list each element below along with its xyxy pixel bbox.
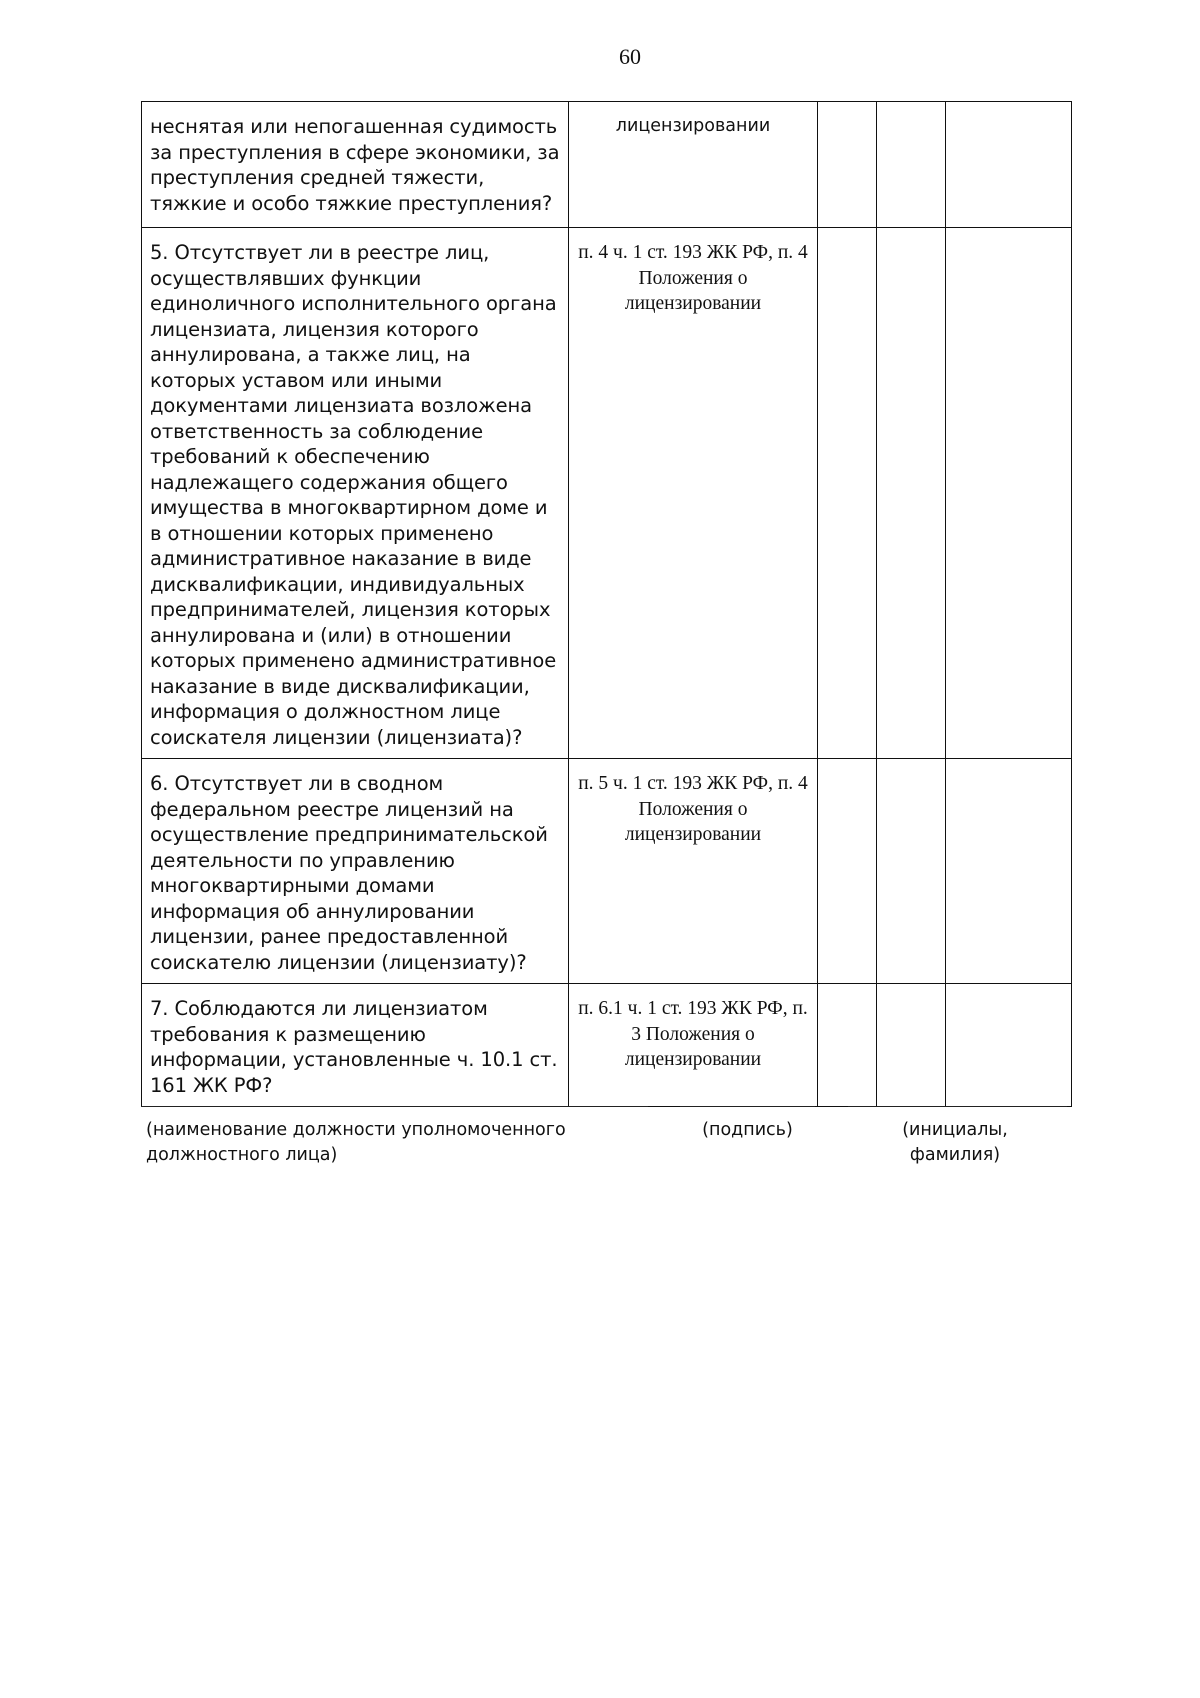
answer-yes-cell[interactable] bbox=[818, 759, 877, 984]
position-signature-line bbox=[141, 1106, 648, 1107]
name-signature-line bbox=[848, 1106, 1067, 1107]
position-label: (наименование должности уполномоченного должностного лица) bbox=[146, 1120, 566, 1165]
reference-cell: п. 5 ч. 1 ст. 193 ЖК РФ, п. 4 Положения о лицензировании bbox=[569, 759, 818, 984]
answer-no-cell[interactable] bbox=[877, 759, 946, 984]
name-label: (инициалы, фамилия) bbox=[902, 1120, 1008, 1165]
checklist-table bbox=[141, 101, 1072, 1107]
table-row bbox=[142, 102, 1072, 228]
reference-cell: п. 6.1 ч. 1 ст. 193 ЖК РФ, п. 3 Положения о лицензировании bbox=[569, 984, 818, 1107]
answer-yes-cell[interactable] bbox=[818, 984, 877, 1107]
note-cell[interactable] bbox=[946, 228, 1072, 759]
table-row bbox=[142, 984, 1072, 1107]
reference-cell: лицензировании bbox=[569, 102, 818, 228]
table-row bbox=[142, 759, 1072, 984]
signature-line bbox=[680, 1106, 815, 1107]
question-cell: 5. Отсутствует ли в реестре лиц, осуществлявших функции единоличного исполнительного органа лицензиата, лицензия которого аннулирована, а также лиц, на которых уставом или иными документами лицензиата возложена ответственность за соблюдение требований к обеспечению надлежащего содержания общего имущества в многоквартирном доме и в отношении которых применено административное наказание в виде дисквалификации, индивидуальных предпринимателей, лицензия которых аннулирована и (или) в отношении которых применено административное наказание в виде дисквалификации, информация о должностном лице соискателя лицензии (лицензиата)? bbox=[142, 228, 569, 759]
note-cell[interactable] bbox=[946, 759, 1072, 984]
answer-yes-cell[interactable] bbox=[818, 228, 877, 759]
signature-label: (подпись) bbox=[702, 1120, 793, 1140]
note-cell[interactable] bbox=[946, 984, 1072, 1107]
table-row bbox=[142, 228, 1072, 759]
question-cell: 6. Отсутствует ли в сводном федеральном реестре лицензий на осуществление предпринимательской деятельности по управлению многоквартирными домами информация об аннулировании лицензии, ранее предоставленной соискателю лицензии (лицензиату)? bbox=[142, 759, 569, 984]
answer-no-cell[interactable] bbox=[877, 984, 946, 1107]
question-cell: неснятая или непогашенная судимость за преступления в сфере экономики, за преступления средней тяжести, тяжкие и особо тяжкие преступления? bbox=[142, 102, 569, 228]
answer-yes-cell[interactable] bbox=[818, 102, 877, 228]
question-cell: 7. Соблюдаются ли лицензиатом требования к размещению информации, установленные ч. 10.1 ст. 161 ЖК РФ? bbox=[142, 984, 569, 1107]
answer-no-cell[interactable] bbox=[877, 228, 946, 759]
page-number: 60 bbox=[619, 44, 641, 69]
note-cell[interactable] bbox=[946, 102, 1072, 228]
answer-no-cell[interactable] bbox=[877, 102, 946, 228]
reference-cell: п. 4 ч. 1 ст. 193 ЖК РФ, п. 4 Положения о лицензировании bbox=[569, 228, 818, 759]
